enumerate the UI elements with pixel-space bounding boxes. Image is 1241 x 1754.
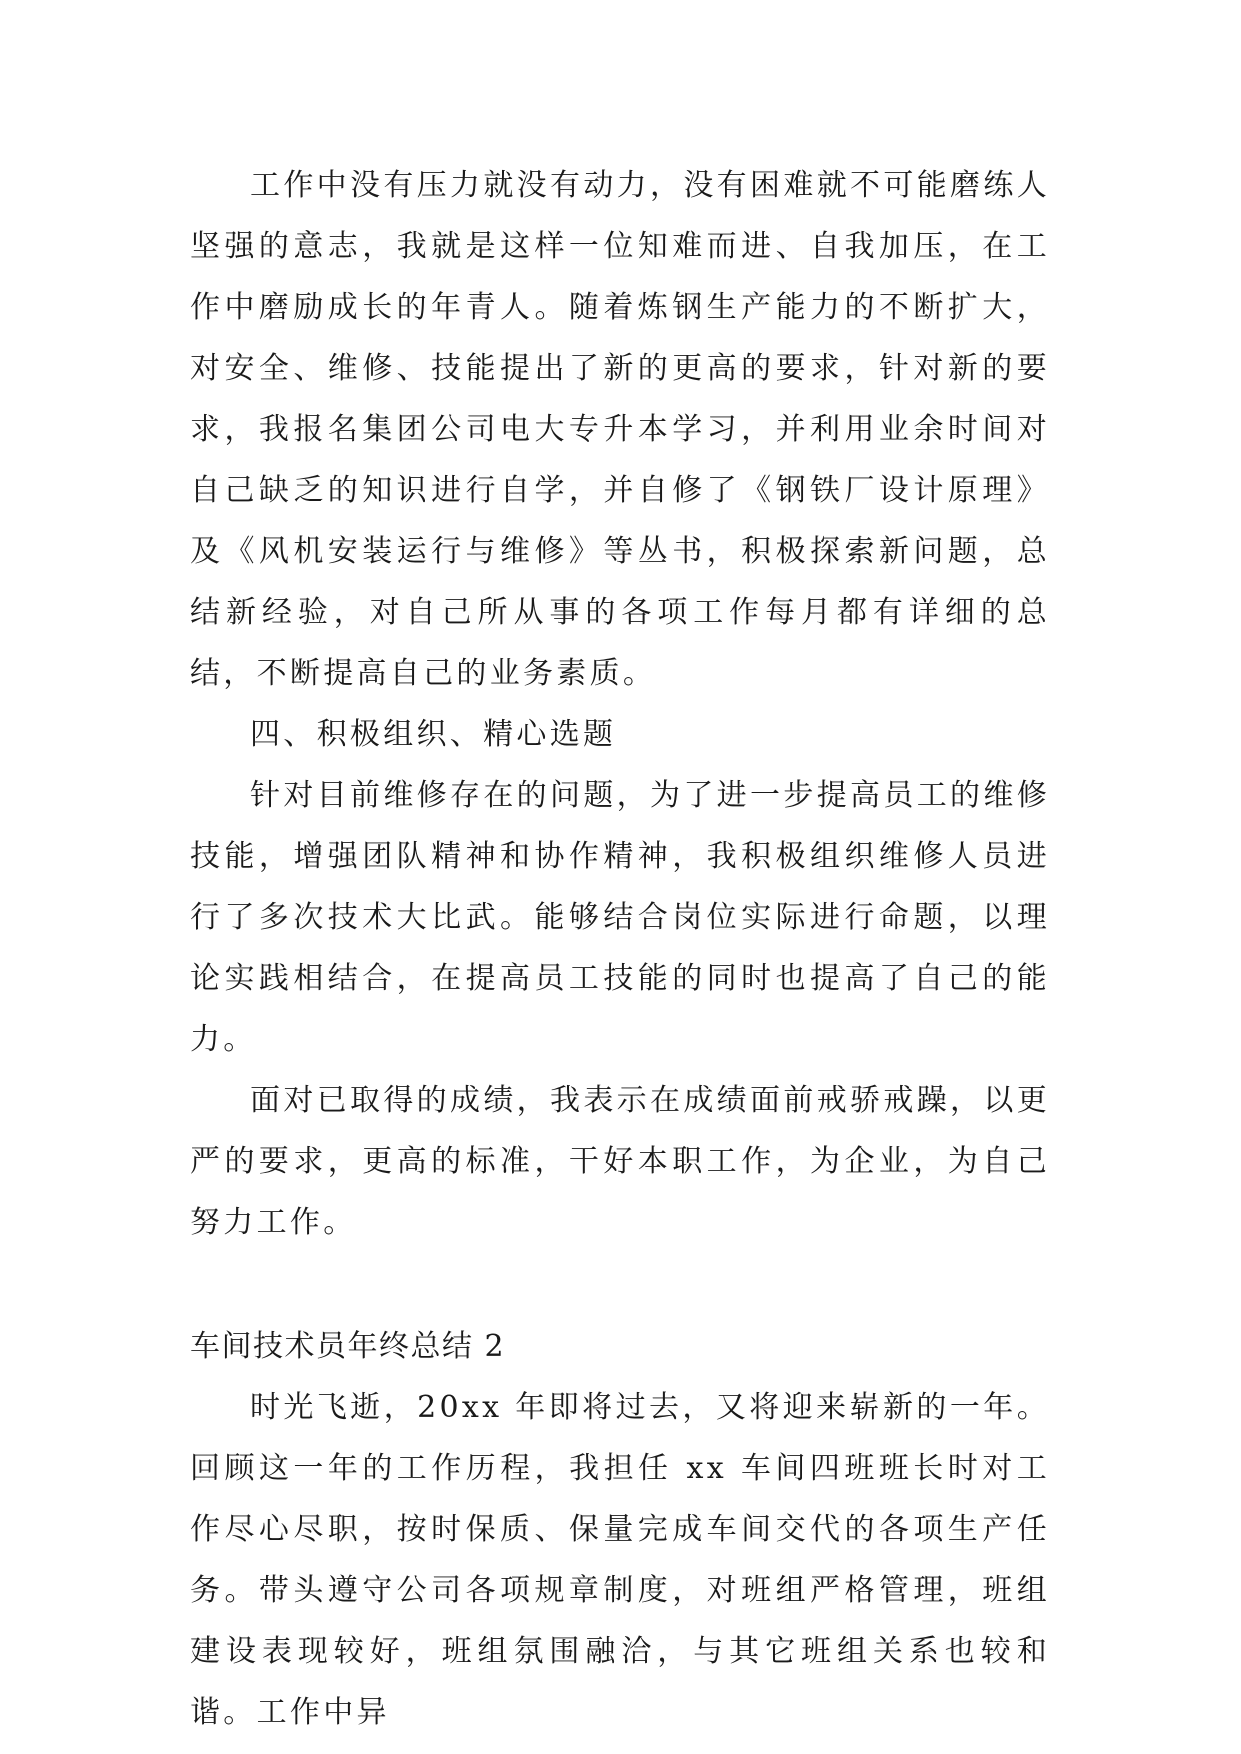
section-title: 车间技术员年终总结 2	[190, 1329, 506, 1364]
paragraph: 工作中没有压力就没有动力，没有困难就不可能磨练人坚强的意志，我就是这样一位知难而进、自我加压，在工作中磨励成长的年青人。随着炼钢生产能力的不断扩大，对安全、维修、技能提出了新的更高的要求，针对新的要求，我报名集团公司电大专升本学习，并利用业余时间对自己缺乏的知识进行自学，并自修了《钢铁厂设计原理》及《风机安装运行与维修》等丛书，积极探索新问题，总结新经验，对自己所从事的各项工作每月都有详细的总结，不断提高自己的业务素质。	[190, 168, 1050, 691]
paragraph: 针对目前维修存在的问题，为了进一步提高员工的维修技能，增强团队精神和协作精神，我积极组织维修人员进行了多次技术大比武。能够结合岗位实际进行命题，以理论实践相结合，在提高员工技能的同时也提高了自己的能力。	[190, 778, 1050, 1057]
paragraph: 时光飞逝，20xx 年即将过去，又将迎来崭新的一年。回顾这一年的工作历程，我担任 xx 车间四班班长时对工作尽心尽职，按时保质、保量完成车间交代的各项生产任务。带头遵守公司各项规章制度，对班组严格管理，班组建设表现较好，班组氛围融洽，与其它班组关系也较和谐。工作中异	[190, 1390, 1050, 1730]
section-heading-4: 四、积极组织、精心选题	[250, 717, 617, 752]
paragraph: 面对已取得的成绩，我表示在成绩面前戒骄戒躁，以更严的要求，更高的标准，干好本职工作，为企业，为自己努力工作。	[190, 1083, 1050, 1240]
document-body	[190, 155, 1050, 1743]
